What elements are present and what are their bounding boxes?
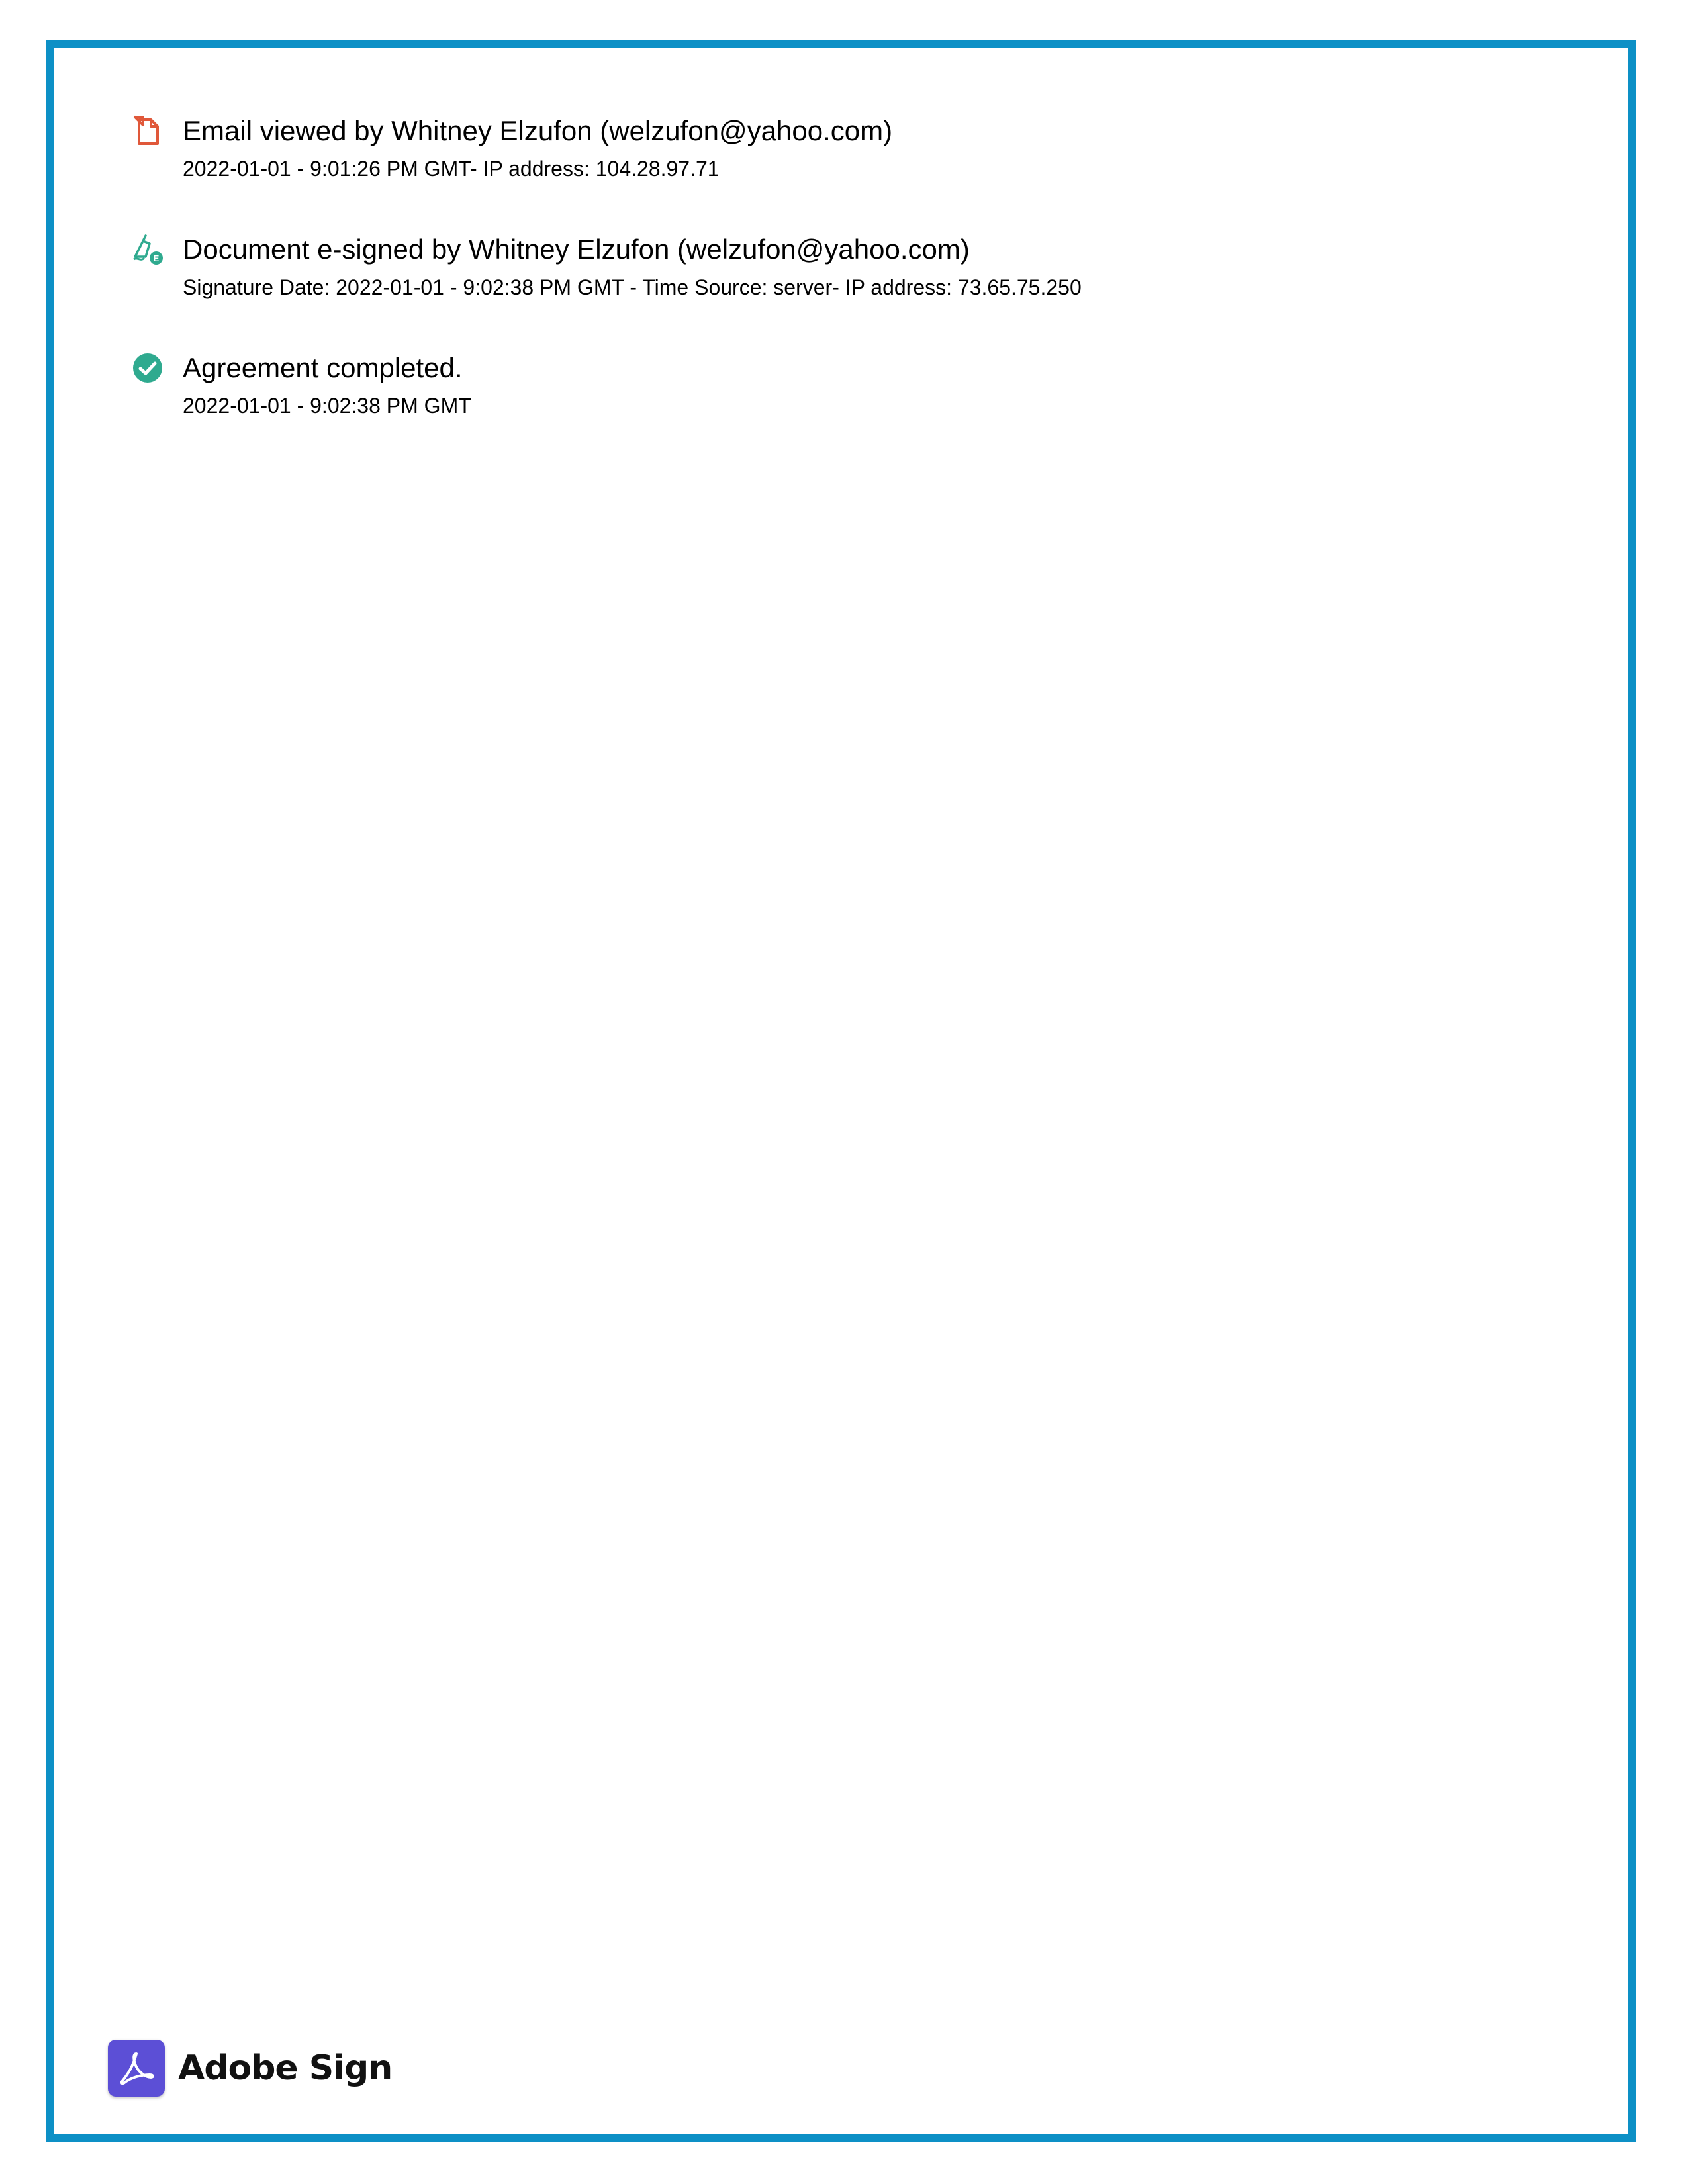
audit-event-signed	[153, 233, 1082, 300]
event-title: Email viewed by Whitney Elzufon (welzufon@yahoo.com)	[183, 115, 893, 146]
svg-text:E: E	[153, 253, 160, 263]
brand-name: Adobe Sign	[178, 2048, 393, 2088]
event-title: Agreement completed.	[183, 352, 463, 383]
event-detail: 2022-01-01 - 9:01:26 PM GMT- IP address: 104.28.97.71	[183, 157, 720, 181]
e-signature-pen-icon	[131, 233, 164, 266]
document-viewed-icon	[131, 114, 164, 148]
event-title: Document e-signed by Whitney Elzufon (welzufon@yahoo.com)	[183, 234, 970, 265]
adobe-sign-logo	[108, 2040, 392, 2097]
event-detail: Signature Date: 2022-01-01 - 9:02:38 PM GMT - Time Source: server- IP address: 73.65.75.250	[183, 275, 1082, 299]
adobe-sign-badge-icon	[108, 2040, 165, 2097]
event-detail: 2022-01-01 - 9:02:38 PM GMT	[183, 394, 471, 418]
check-circle-icon	[131, 351, 164, 385]
audit-event-completed	[183, 351, 471, 419]
audit-event-viewed	[183, 114, 892, 182]
